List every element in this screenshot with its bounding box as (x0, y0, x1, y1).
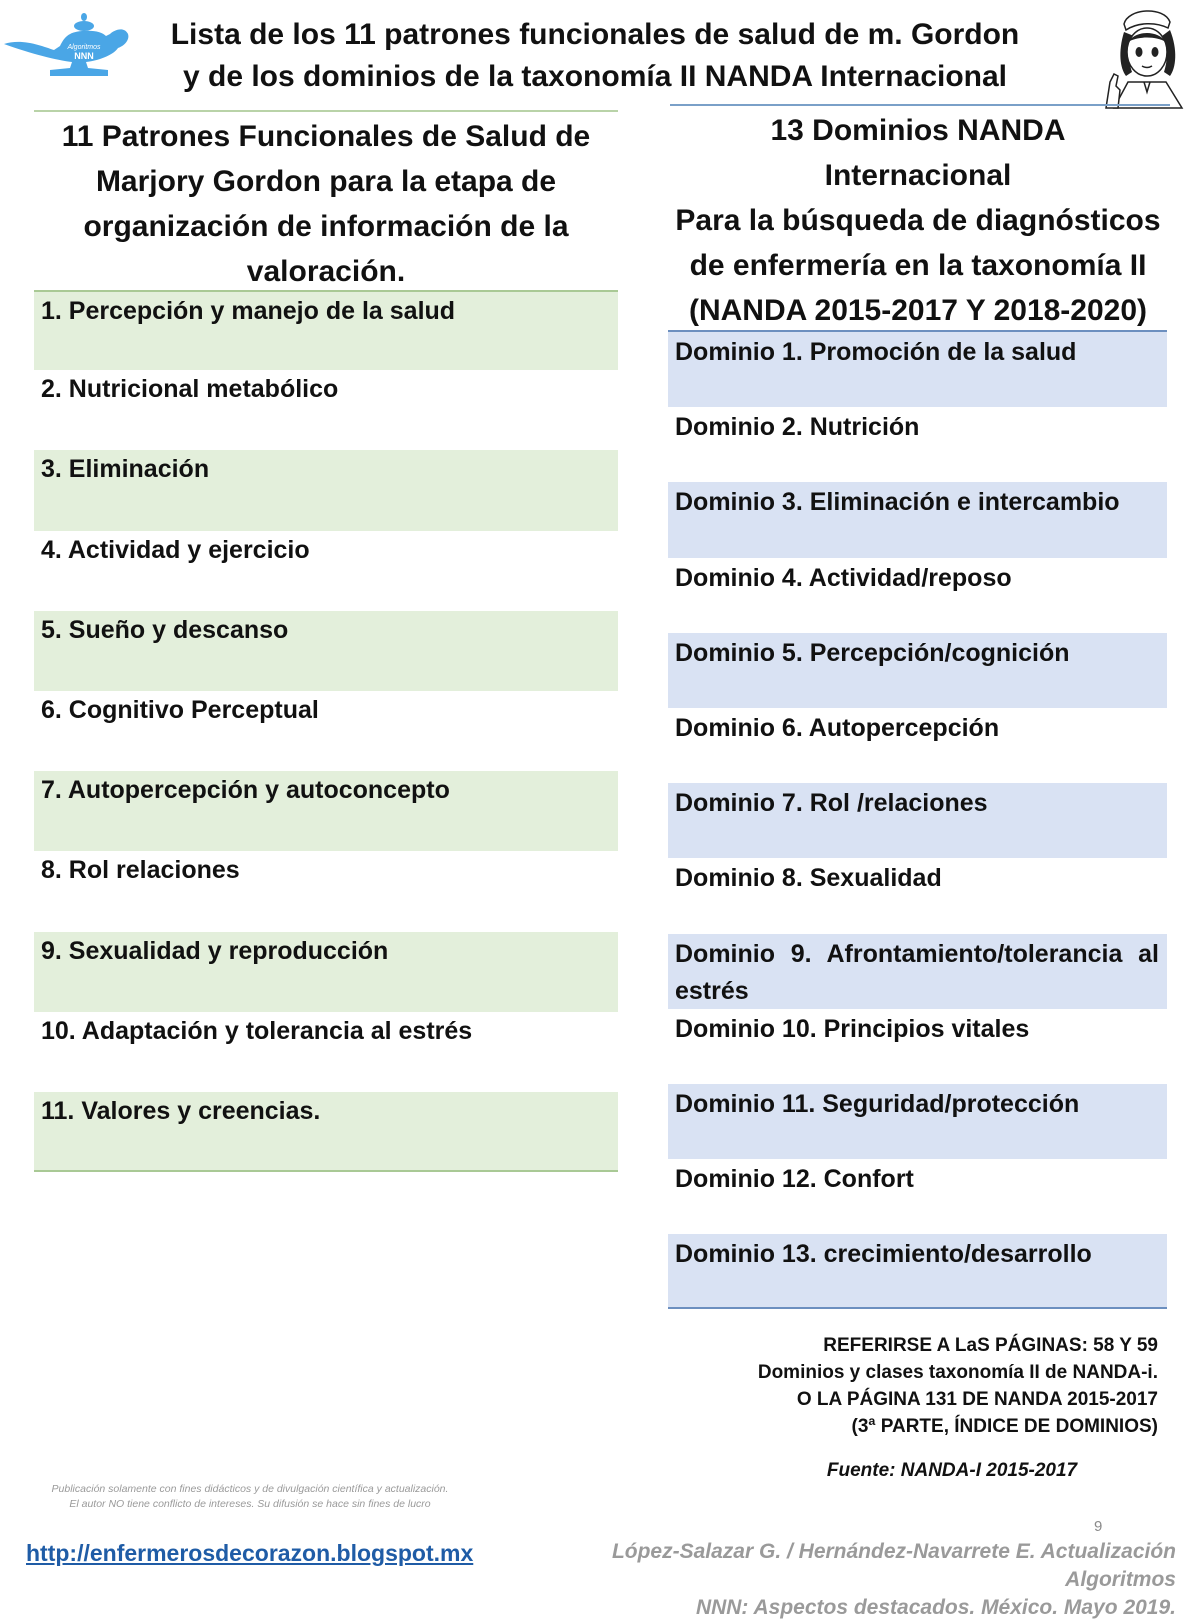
domain-item: Dominio 8. Sexualidad (675, 864, 942, 893)
domain-item: Dominio 11. Seguridad/protección (668, 1084, 1167, 1159)
logo-text-2: NNN (74, 51, 94, 61)
reference-note (700, 1332, 1158, 1440)
domain-item: Dominio 10. Principios vitales (675, 1014, 1030, 1043)
nanda-heading-line: (NANDA 2015-2017 Y 2018-2020) (688, 294, 1148, 327)
title-line-1: Lista de los 11 patrones funcionales de salud de m. Gordon (170, 18, 1020, 51)
pattern-item: 6. Cognitivo Perceptual (41, 695, 319, 724)
pattern-item: 2. Nutricional metabólico (41, 375, 339, 404)
domain-item: Dominio 6. Autopercepción (675, 713, 1000, 742)
reference-line: O LA PÁGINA 131 DE NANDA 2015-2017 (796, 1389, 1158, 1410)
blog-link[interactable]: http://enfermerosdecorazon.blogspot.mx (26, 1540, 474, 1566)
nanda-heading-line: 13 Dominios NANDA (770, 114, 1066, 147)
disclaimer-line: Publicación solamente con fines didácticos y de divulgación científica y actualización. (51, 1483, 449, 1495)
reference-line: Dominios y clases taxonomía II de NANDA-i. (757, 1362, 1158, 1383)
domain-item: Dominio 7. Rol /relaciones (668, 783, 1167, 858)
nanda-heading-line: Internacional (824, 159, 1012, 192)
gordon-heading: 11 Patrones Funcionales de Salud de Marjory Gordon para la etapa de organización de información de la valoración. (61, 120, 591, 288)
reference-line: REFERIRSE A LaS PÁGINAS: 58 Y 59 (823, 1335, 1158, 1356)
pattern-item: 1. Percepción y manejo de la salud (34, 290, 618, 370)
domain-item: Dominio 12. Confort (675, 1165, 914, 1194)
page-title (160, 14, 1030, 98)
disclaimer (20, 1482, 480, 1512)
pattern-item: 3. Eliminación (34, 450, 618, 530)
reference-line: (3ª PARTE, ÍNDICE DE DOMINIOS) (851, 1416, 1158, 1437)
nanda-domains-list (668, 330, 1167, 1309)
nanda-heading-line: Para la búsqueda de diagnósticos (675, 204, 1161, 237)
domain-item: Dominio 2. Nutrición (675, 413, 920, 442)
pattern-item: 8. Rol relaciones (41, 856, 240, 885)
logo-text-1: Algoritmos (67, 44, 101, 51)
nurse-illustration (1098, 2, 1194, 108)
pattern-item: 10. Adaptación y tolerancia al estrés (41, 1016, 473, 1045)
domain-item: Dominio 13. crecimiento/desarrollo (668, 1234, 1167, 1309)
domain-item: Dominio 9. Afrontamiento/tolerancia al estrés (668, 934, 1167, 1009)
domain-item: Dominio 1. Promoción de la salud (668, 332, 1167, 407)
citation (520, 1538, 1176, 1622)
citation-line: NNN: Aspectos destacados. México. Mayo 2019. (695, 1596, 1176, 1619)
pattern-item: 9. Sexualidad y reproducción (34, 932, 618, 1012)
domain-item: Dominio 3. Eliminación e intercambio (668, 482, 1167, 557)
pattern-item: 7. Autopercepción y autoconcepto (34, 771, 618, 851)
domain-item: Dominio 5. Percepción/cognición (668, 633, 1167, 708)
left-top-divider (34, 110, 618, 112)
title-divider (670, 104, 1170, 106)
pattern-item: 5. Sueño y descanso (34, 611, 618, 691)
pattern-item: 4. Actividad y ejercicio (41, 535, 310, 564)
disclaimer-line: El autor NO tiene conflicto de intereses. Su difusión se hace sin fines de lucro (69, 1498, 431, 1510)
page-number: 9 (1094, 1518, 1103, 1535)
pattern-item: 11. Valores y creencias. (34, 1092, 618, 1172)
title-line-2: y de los dominios de la taxonomía II NANDA Internacional (182, 60, 1008, 93)
gordon-patterns-list (34, 290, 618, 1172)
lamp-icon (2, 4, 152, 84)
source-note: Fuente: NANDA-I 2015-2017 (826, 1460, 1078, 1481)
nanda-heading-line: de enfermería en la taxonomía II (689, 249, 1147, 282)
nanda-heading (668, 108, 1168, 333)
domain-item: Dominio 4. Actividad/reposo (675, 563, 1012, 592)
citation-line: López-Salazar G. / Hernández-Navarrete E. Actualización Algoritmos (611, 1540, 1176, 1591)
